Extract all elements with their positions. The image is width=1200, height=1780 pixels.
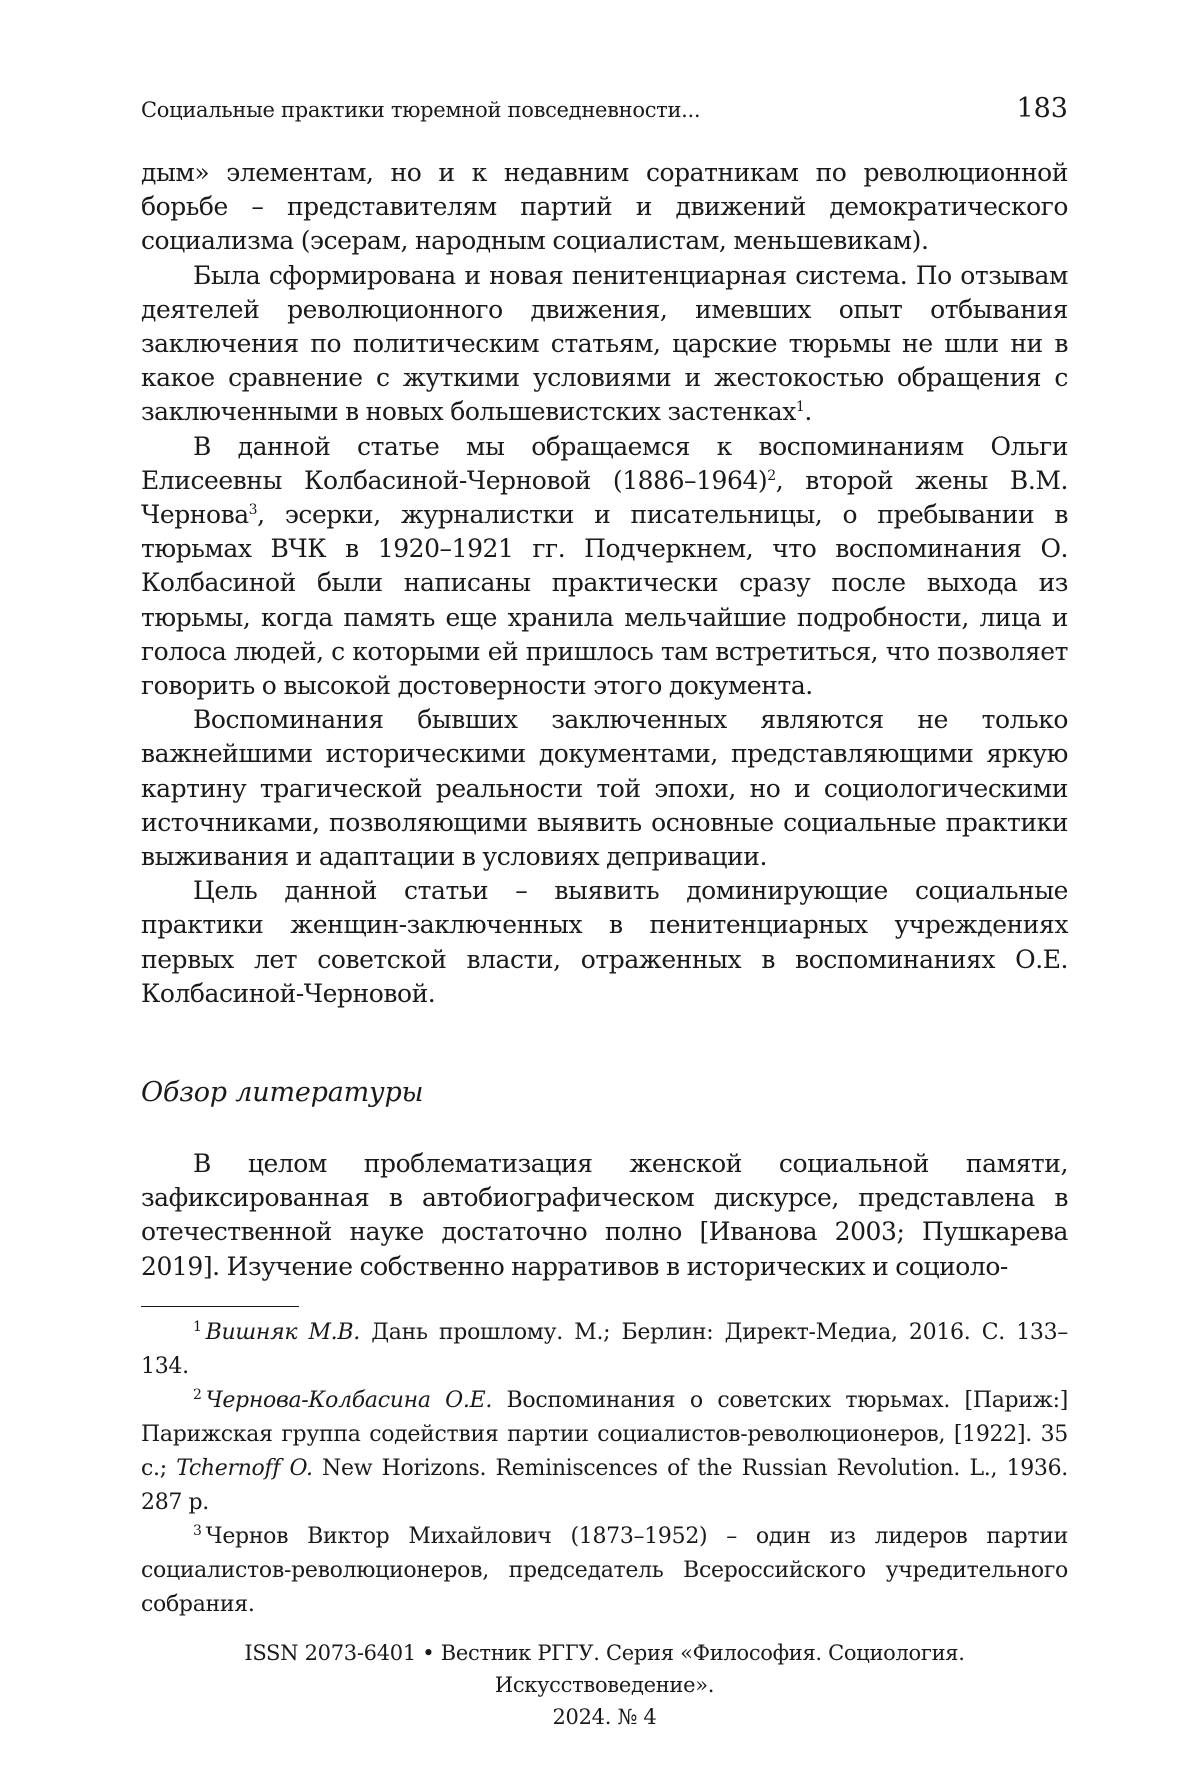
footnote-author: Чернова-Колбасина О.Е.	[206, 1388, 492, 1413]
paragraph-memoirs	[141, 430, 1068, 704]
paragraph-goal: Цель данной статьи – выявить доминирующие социальные практики женщин-заключенных в пенитенциарных учреждениях первых лет советской власти, отраженных в воспоминаниях О.Е. Колбасиной-Черновой.	[141, 874, 1068, 1011]
footnote-divider	[141, 1306, 299, 1307]
footnote-marker: 2	[193, 1387, 202, 1403]
footnote-ref-2[interactable]: 2	[767, 468, 775, 484]
footnote-1	[141, 1316, 1068, 1384]
paragraph-text: , второй жены В.М. Чернова	[141, 466, 1068, 529]
paragraph-penitentiary	[141, 259, 1068, 430]
paragraph-text: Была сформирована и новая пенитенциарная система. По отзывам деятелей революционного движения, имевших опыт отбывания заключения по политическим статьям, царские тюрьмы не шли ни в какое сравнение с жуткими условиями и жестокостью обращения с заключенными в новых большевистских застенках	[141, 261, 1068, 427]
footnote-text: Дань прошлому. М.; Берлин: Директ-Медиа, 2016. С. 133–134.	[141, 1320, 1068, 1379]
footnote-3	[141, 1520, 1068, 1622]
journal-footer-line-1: ISSN 2073-6401 • Вестник РГГУ. Серия «Философия. Социология. Искусствоведение».	[141, 1637, 1068, 1701]
footnote-ref-1[interactable]: 1	[796, 399, 804, 415]
footnote-ref-3[interactable]: 3	[249, 502, 257, 518]
running-title: Социальные практики тюремной повседневности...	[141, 98, 700, 122]
footnote-marker: 1	[193, 1319, 202, 1335]
section-heading: Обзор литературы	[141, 1077, 423, 1108]
footnote-author: Вишняк М.В.	[206, 1320, 360, 1345]
paragraph-sources: Воспоминания бывших заключенных являются не только важнейшими историческими документами, представляющими яркую картину трагической реальности той эпохи, но и социологическими источниками, позволяющими выявить основные социальные практики выживания и адаптации в условиях депривации.	[141, 703, 1068, 874]
paragraph-text: , эсерки, журналистки и писательницы, о пребывании в тюрьмах ВЧК в 1920–1921 гг. Подчеркнем, что воспоминания О. Колбасиной были написаны практически сразу после выхода из тюрьмы, когда память еще хранила мельчайшие подробности, лица и голоса людей, с которыми ей пришлось там встретиться, что позволяет говорить о высокой достоверности этого документа.	[141, 500, 1068, 700]
journal-page	[141, 0, 1068, 1780]
footnote-2	[141, 1384, 1068, 1520]
footnotes	[141, 1316, 1068, 1622]
paragraph-end: .	[804, 397, 812, 426]
page-number: 183	[1016, 93, 1068, 124]
footnote-text: Воспоминания о советских тюрьмах. [Париж:] Парижская группа содействия партии социалистов-революционеров, [1922]. 35 с.;	[141, 1388, 1068, 1481]
journal-footer	[141, 1637, 1068, 1733]
paragraph-continued: дым» элементам, но и к недавним соратникам по революционной борьбе – представителям партий и движений демократического социализма (эсерам, народным социалистам, меньшевикам).	[141, 156, 1068, 259]
footnote-author: Tchernoff O.	[176, 1456, 313, 1481]
paragraph-literature: В целом проблематизация женской социальной памяти, зафиксированная в автобиографическом дискурсе, представлена в отечественной науке достаточно полно [Иванова 2003; Пушкарева 2019]. Изучение собственно нарративов в исторических и социоло-	[141, 1147, 1068, 1284]
footnote-marker: 3	[193, 1523, 202, 1539]
journal-footer-line-2: 2024. № 4	[141, 1701, 1068, 1733]
paragraph-text: В данной статье мы обращаемся к воспоминаниям Ольги Елисеевны Колбасиной-Черновой (1886–1964)	[141, 432, 1068, 495]
footnote-text: Чернов Виктор Михайлович (1873–1952) – один из лидеров партии социалистов-революционеров, председатель Всероссийского учредительного собрания.	[141, 1524, 1068, 1617]
article-body	[141, 156, 1068, 1011]
running-header	[141, 88, 1068, 128]
section-body	[141, 1147, 1068, 1284]
footnote-text: New Horizons. Reminiscences of the Russian Revolution. L., 1936. 287 p.	[141, 1456, 1068, 1515]
